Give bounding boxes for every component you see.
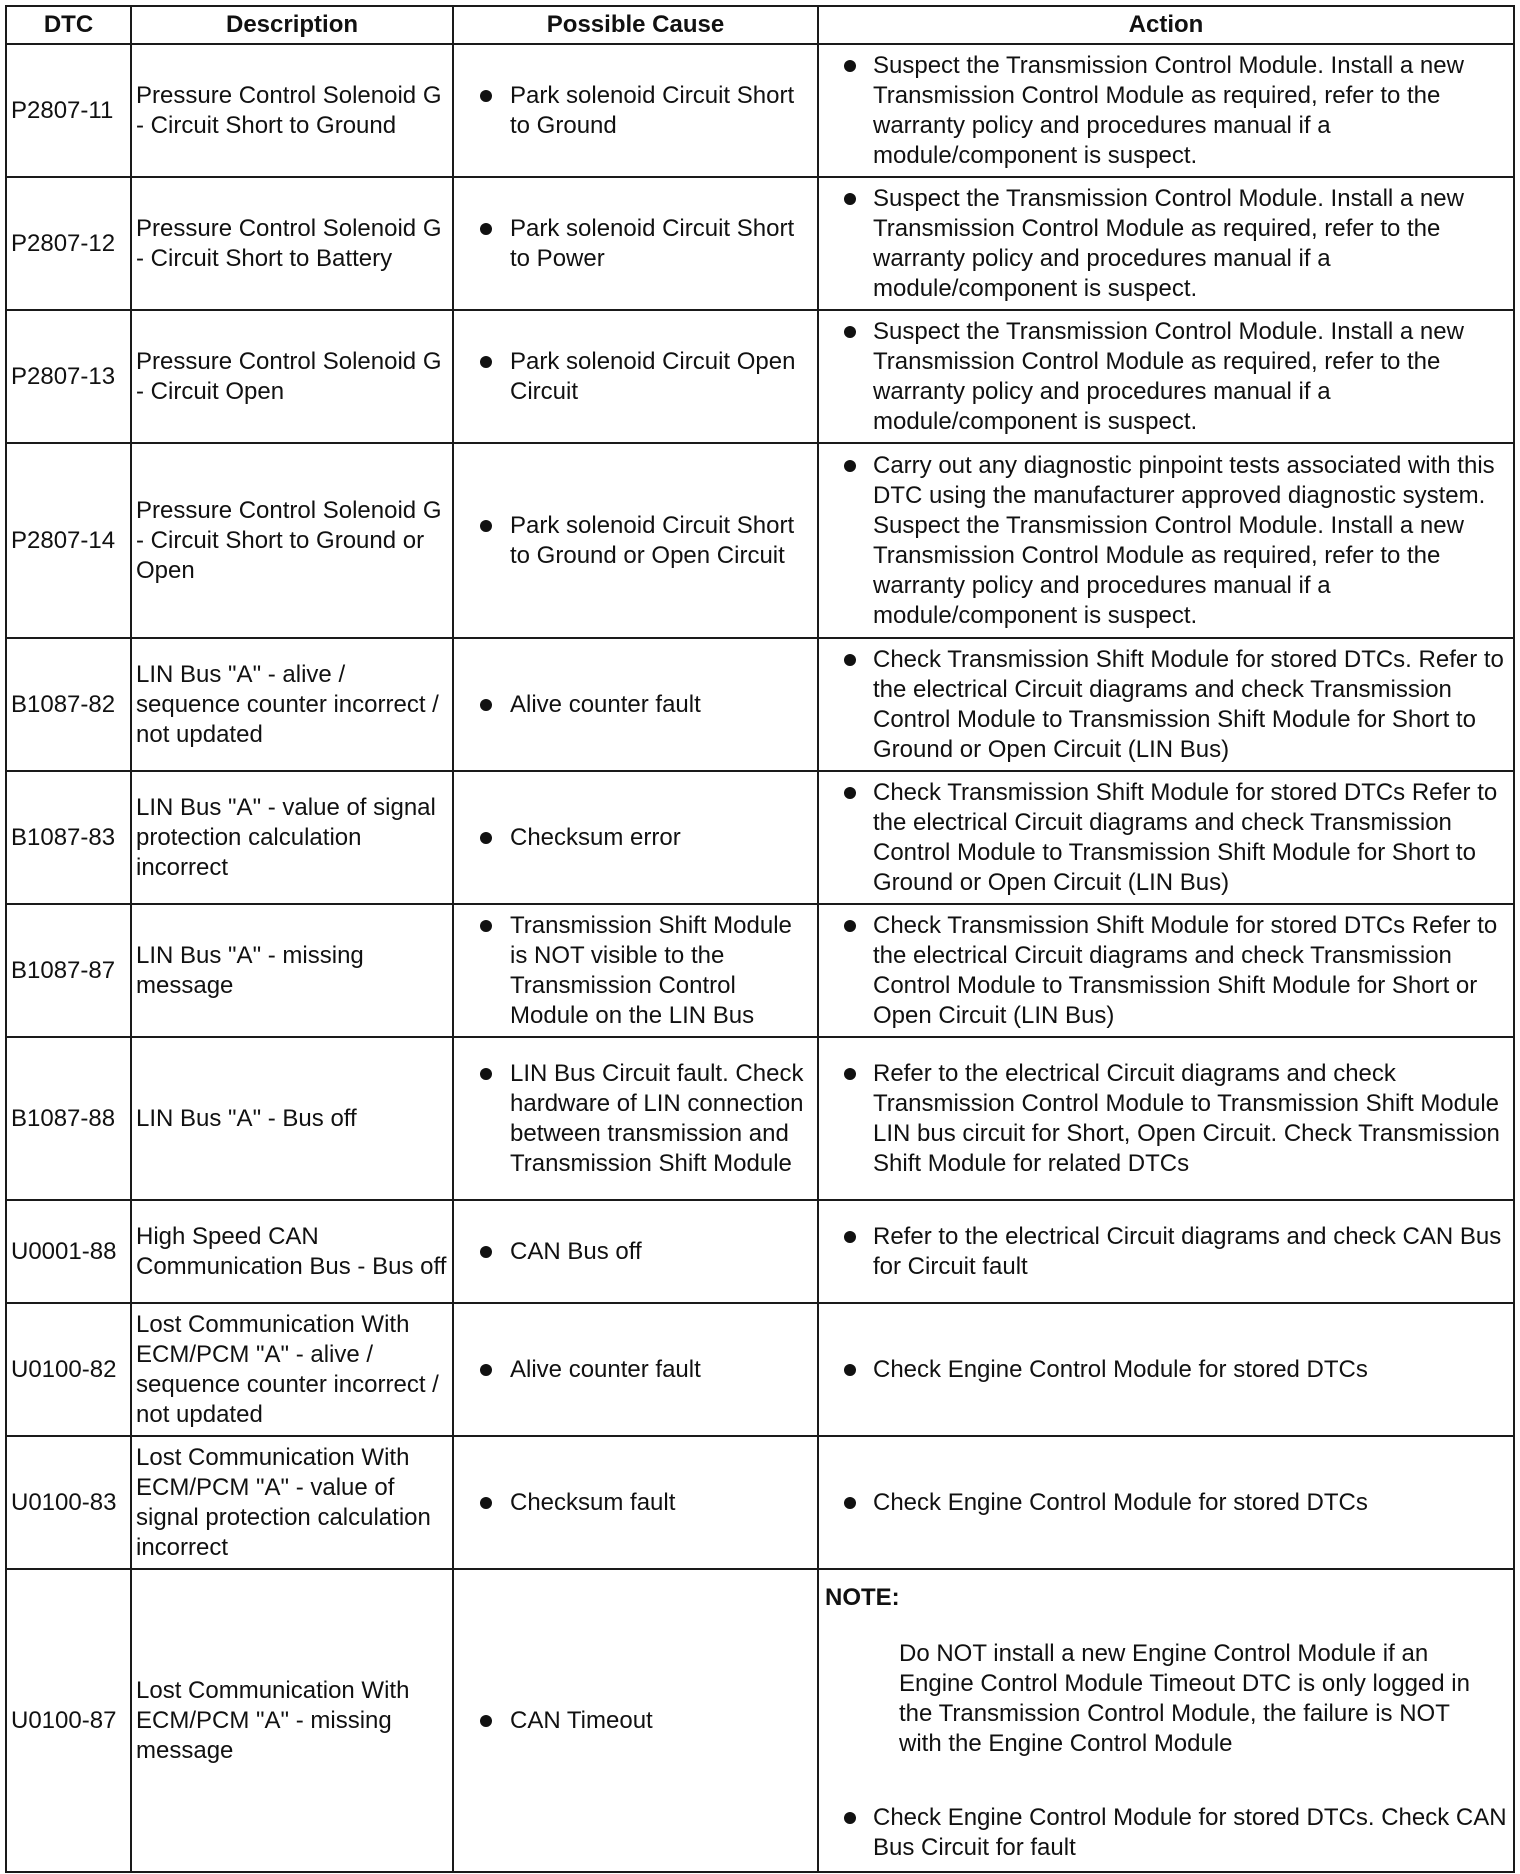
action-item — [823, 317, 1509, 437]
table-row — [6, 1436, 1514, 1569]
action-text: Refer to the electrical Circuit diagrams and check Transmission Control Module to Transmission Shift Module LIN bus circuit for Short, Open Circuit. Check Transmission Shift Module for related DTCs — [873, 1059, 1500, 1177]
action-item — [823, 51, 1509, 171]
cause-text: Alive counter fault — [510, 1355, 701, 1383]
cause-text: Transmission Shift Module is NOT visible to the Transmission Control Module on the LIN Bus — [510, 911, 792, 1029]
action-text: Check Transmission Shift Module for stored DTCs Refer to the electrical Circuit diagrams and check Transmission Control Module to Transmission Shift Module for Short or Open Circuit (LIN Bus) — [873, 911, 1498, 1029]
cause-item — [458, 511, 813, 571]
action-item — [823, 1488, 1509, 1518]
table-row — [6, 1303, 1514, 1436]
possible-cause-cell — [453, 443, 818, 638]
dtc-description: LIN Bus "A" - alive / sequence counter incorrect / not updated — [131, 638, 453, 771]
action-text: Carry out any diagnostic pinpoint tests associated with this DTC using the manufacturer approved diagnostic system. Suspect the Transmission Control Module. Install a new Transmission Control Module as required, refer to the warranty policy and procedures manual if a module/component is suspect. — [873, 451, 1495, 629]
bullet-icon — [844, 920, 856, 932]
action-cell — [818, 1200, 1514, 1303]
action-cell — [818, 904, 1514, 1037]
bullet-icon — [480, 699, 492, 711]
header-possible-cause: Possible Cause — [453, 6, 818, 44]
cause-text: Checksum error — [510, 823, 681, 851]
bullet-icon — [480, 90, 492, 102]
possible-cause-cell — [453, 771, 818, 904]
bullet-icon — [844, 1364, 856, 1376]
bullet-icon — [844, 1068, 856, 1080]
action-cell — [818, 1037, 1514, 1200]
dtc-code: P2807-14 — [6, 443, 131, 638]
dtc-description: LIN Bus "A" - value of signal protection calculation incorrect — [131, 771, 453, 904]
cause-item — [458, 690, 813, 720]
table-row — [6, 638, 1514, 771]
table-row — [6, 443, 1514, 638]
action-cell — [818, 1436, 1514, 1569]
header-dtc: DTC — [6, 6, 131, 44]
action-cell — [818, 443, 1514, 638]
bullet-icon — [844, 60, 856, 72]
action-item — [823, 1355, 1509, 1385]
bullet-icon — [844, 193, 856, 205]
cause-text: Park solenoid Circuit Short to Ground or Open Circuit — [510, 511, 795, 569]
action-item — [823, 778, 1509, 898]
table-row — [6, 771, 1514, 904]
table-row — [6, 177, 1514, 310]
action-cell — [818, 177, 1514, 310]
action-cell — [818, 638, 1514, 771]
possible-cause-cell — [453, 1200, 818, 1303]
cause-item — [458, 911, 813, 1031]
action-text: Refer to the electrical Circuit diagrams and check CAN Bus for Circuit fault — [873, 1222, 1502, 1280]
bullet-icon — [844, 1812, 856, 1824]
bullet-icon — [480, 1246, 492, 1258]
bullet-icon — [844, 654, 856, 666]
action-cell — [818, 1569, 1514, 1872]
action-text: Check Engine Control Module for stored DTCs. Check CAN Bus Circuit for fault — [873, 1803, 1507, 1861]
dtc-code: U0100-82 — [6, 1303, 131, 1436]
action-text: Suspect the Transmission Control Module. Install a new Transmission Control Module as required, refer to the warranty policy and procedures manual if a module/component is suspect. — [873, 184, 1464, 302]
cause-text: CAN Bus off — [510, 1237, 642, 1265]
cause-item — [458, 81, 813, 141]
cause-item — [458, 1706, 813, 1736]
possible-cause-cell — [453, 1303, 818, 1436]
bullet-icon — [480, 1364, 492, 1376]
cause-text: Alive counter fault — [510, 690, 701, 718]
action-text: Suspect the Transmission Control Module. Install a new Transmission Control Module as required, refer to the warranty policy and procedures manual if a module/component is suspect. — [873, 51, 1464, 169]
cause-item — [458, 1237, 813, 1267]
dtc-description: Pressure Control Solenoid G - Circuit Open — [131, 310, 453, 443]
note-label: NOTE: — [825, 1583, 900, 1611]
cause-item — [458, 823, 813, 853]
possible-cause-cell — [453, 904, 818, 1037]
note-text: Do NOT install a new Engine Control Module if an Engine Control Module Timeout DTC is only logged in the Transmission Control Module, the failure is NOT with the Engine Control Module — [899, 1639, 1470, 1757]
dtc-code: B1087-88 — [6, 1037, 131, 1200]
bullet-icon — [844, 787, 856, 799]
table-row — [6, 1037, 1514, 1200]
cause-item — [458, 214, 813, 274]
bullet-icon — [480, 832, 492, 844]
table-row — [6, 1569, 1514, 1872]
header-row — [6, 6, 1514, 44]
action-item — [823, 645, 1509, 765]
bullet-icon — [480, 1715, 492, 1727]
cause-item — [458, 1355, 813, 1385]
action-item — [823, 451, 1509, 631]
dtc-description: Pressure Control Solenoid G - Circuit Short to Ground — [131, 44, 453, 177]
bullet-icon — [480, 223, 492, 235]
action-text: Suspect the Transmission Control Module. Install a new Transmission Control Module as required, refer to the warranty policy and procedures manual if a module/component is suspect. — [873, 317, 1464, 435]
dtc-description: Pressure Control Solenoid G - Circuit Short to Battery — [131, 177, 453, 310]
action-item — [823, 1803, 1509, 1863]
bullet-icon — [480, 1068, 492, 1080]
dtc-description: High Speed CAN Communication Bus - Bus off — [131, 1200, 453, 1303]
dtc-description: Pressure Control Solenoid G - Circuit Short to Ground or Open — [131, 443, 453, 638]
bullet-icon — [480, 520, 492, 532]
action-text: Check Engine Control Module for stored DTCs — [873, 1488, 1368, 1516]
cause-text: Park solenoid Circuit Short to Ground — [510, 81, 795, 139]
action-cell — [818, 310, 1514, 443]
bullet-icon — [480, 920, 492, 932]
header-description: Description — [131, 6, 453, 44]
table-row — [6, 44, 1514, 177]
action-text: Check Transmission Shift Module for stored DTCs Refer to the electrical Circuit diagrams and check Transmission Control Module to Transmission Shift Module for Short to Ground or Open Circuit (LIN Bus) — [873, 778, 1498, 896]
header-action: Action — [818, 6, 1514, 44]
dtc-table — [5, 5, 1515, 1873]
dtc-code: P2807-12 — [6, 177, 131, 310]
action-cell — [818, 1303, 1514, 1436]
possible-cause-cell — [453, 177, 818, 310]
possible-cause-cell — [453, 1569, 818, 1872]
cause-text: CAN Timeout — [510, 1706, 653, 1734]
dtc-code: P2807-11 — [6, 44, 131, 177]
dtc-code: P2807-13 — [6, 310, 131, 443]
dtc-description: Lost Communication With ECM/PCM "A" - missing message — [131, 1569, 453, 1872]
possible-cause-cell — [453, 44, 818, 177]
bullet-icon — [844, 1231, 856, 1243]
cause-item — [458, 347, 813, 407]
action-item — [823, 1059, 1509, 1179]
cause-text: Checksum fault — [510, 1488, 676, 1516]
possible-cause-cell — [453, 310, 818, 443]
table-row — [6, 310, 1514, 443]
action-text: Check Engine Control Module for stored DTCs — [873, 1355, 1368, 1383]
dtc-code: U0100-87 — [6, 1569, 131, 1872]
action-item — [823, 1222, 1509, 1282]
dtc-description: Lost Communication With ECM/PCM "A" - alive / sequence counter incorrect / not updated — [131, 1303, 453, 1436]
dtc-description: LIN Bus "A" - missing message — [131, 904, 453, 1037]
dtc-description: Lost Communication With ECM/PCM "A" - value of signal protection calculation incorrect — [131, 1436, 453, 1569]
possible-cause-cell — [453, 1436, 818, 1569]
cause-text: LIN Bus Circuit fault. Check hardware of LIN connection between transmission and Transmission Shift Module — [510, 1059, 804, 1177]
table-row — [6, 904, 1514, 1037]
action-cell — [818, 771, 1514, 904]
action-text: Check Transmission Shift Module for stored DTCs. Refer to the electrical Circuit diagrams and check Transmission Control Module to Transmission Shift Module for Short to Ground or Open Circuit (LIN Bus) — [873, 645, 1504, 763]
dtc-code: B1087-82 — [6, 638, 131, 771]
possible-cause-cell — [453, 1037, 818, 1200]
dtc-code: U0100-83 — [6, 1436, 131, 1569]
bullet-icon — [480, 356, 492, 368]
cause-text: Park solenoid Circuit Open Circuit — [510, 347, 796, 405]
action-item — [823, 911, 1509, 1031]
bullet-icon — [844, 326, 856, 338]
dtc-code: B1087-87 — [6, 904, 131, 1037]
action-item — [823, 184, 1509, 304]
bullet-icon — [844, 460, 856, 472]
bullet-icon — [844, 1497, 856, 1509]
possible-cause-cell — [453, 638, 818, 771]
note-spacer — [823, 1759, 1509, 1803]
table-row — [6, 1200, 1514, 1303]
cause-item — [458, 1488, 813, 1518]
dtc-description: LIN Bus "A" - Bus off — [131, 1037, 453, 1200]
cause-text: Park solenoid Circuit Short to Power — [510, 214, 795, 272]
bullet-icon — [480, 1497, 492, 1509]
cause-item — [458, 1059, 813, 1179]
dtc-code: B1087-83 — [6, 771, 131, 904]
dtc-code: U0001-88 — [6, 1200, 131, 1303]
action-cell — [818, 44, 1514, 177]
